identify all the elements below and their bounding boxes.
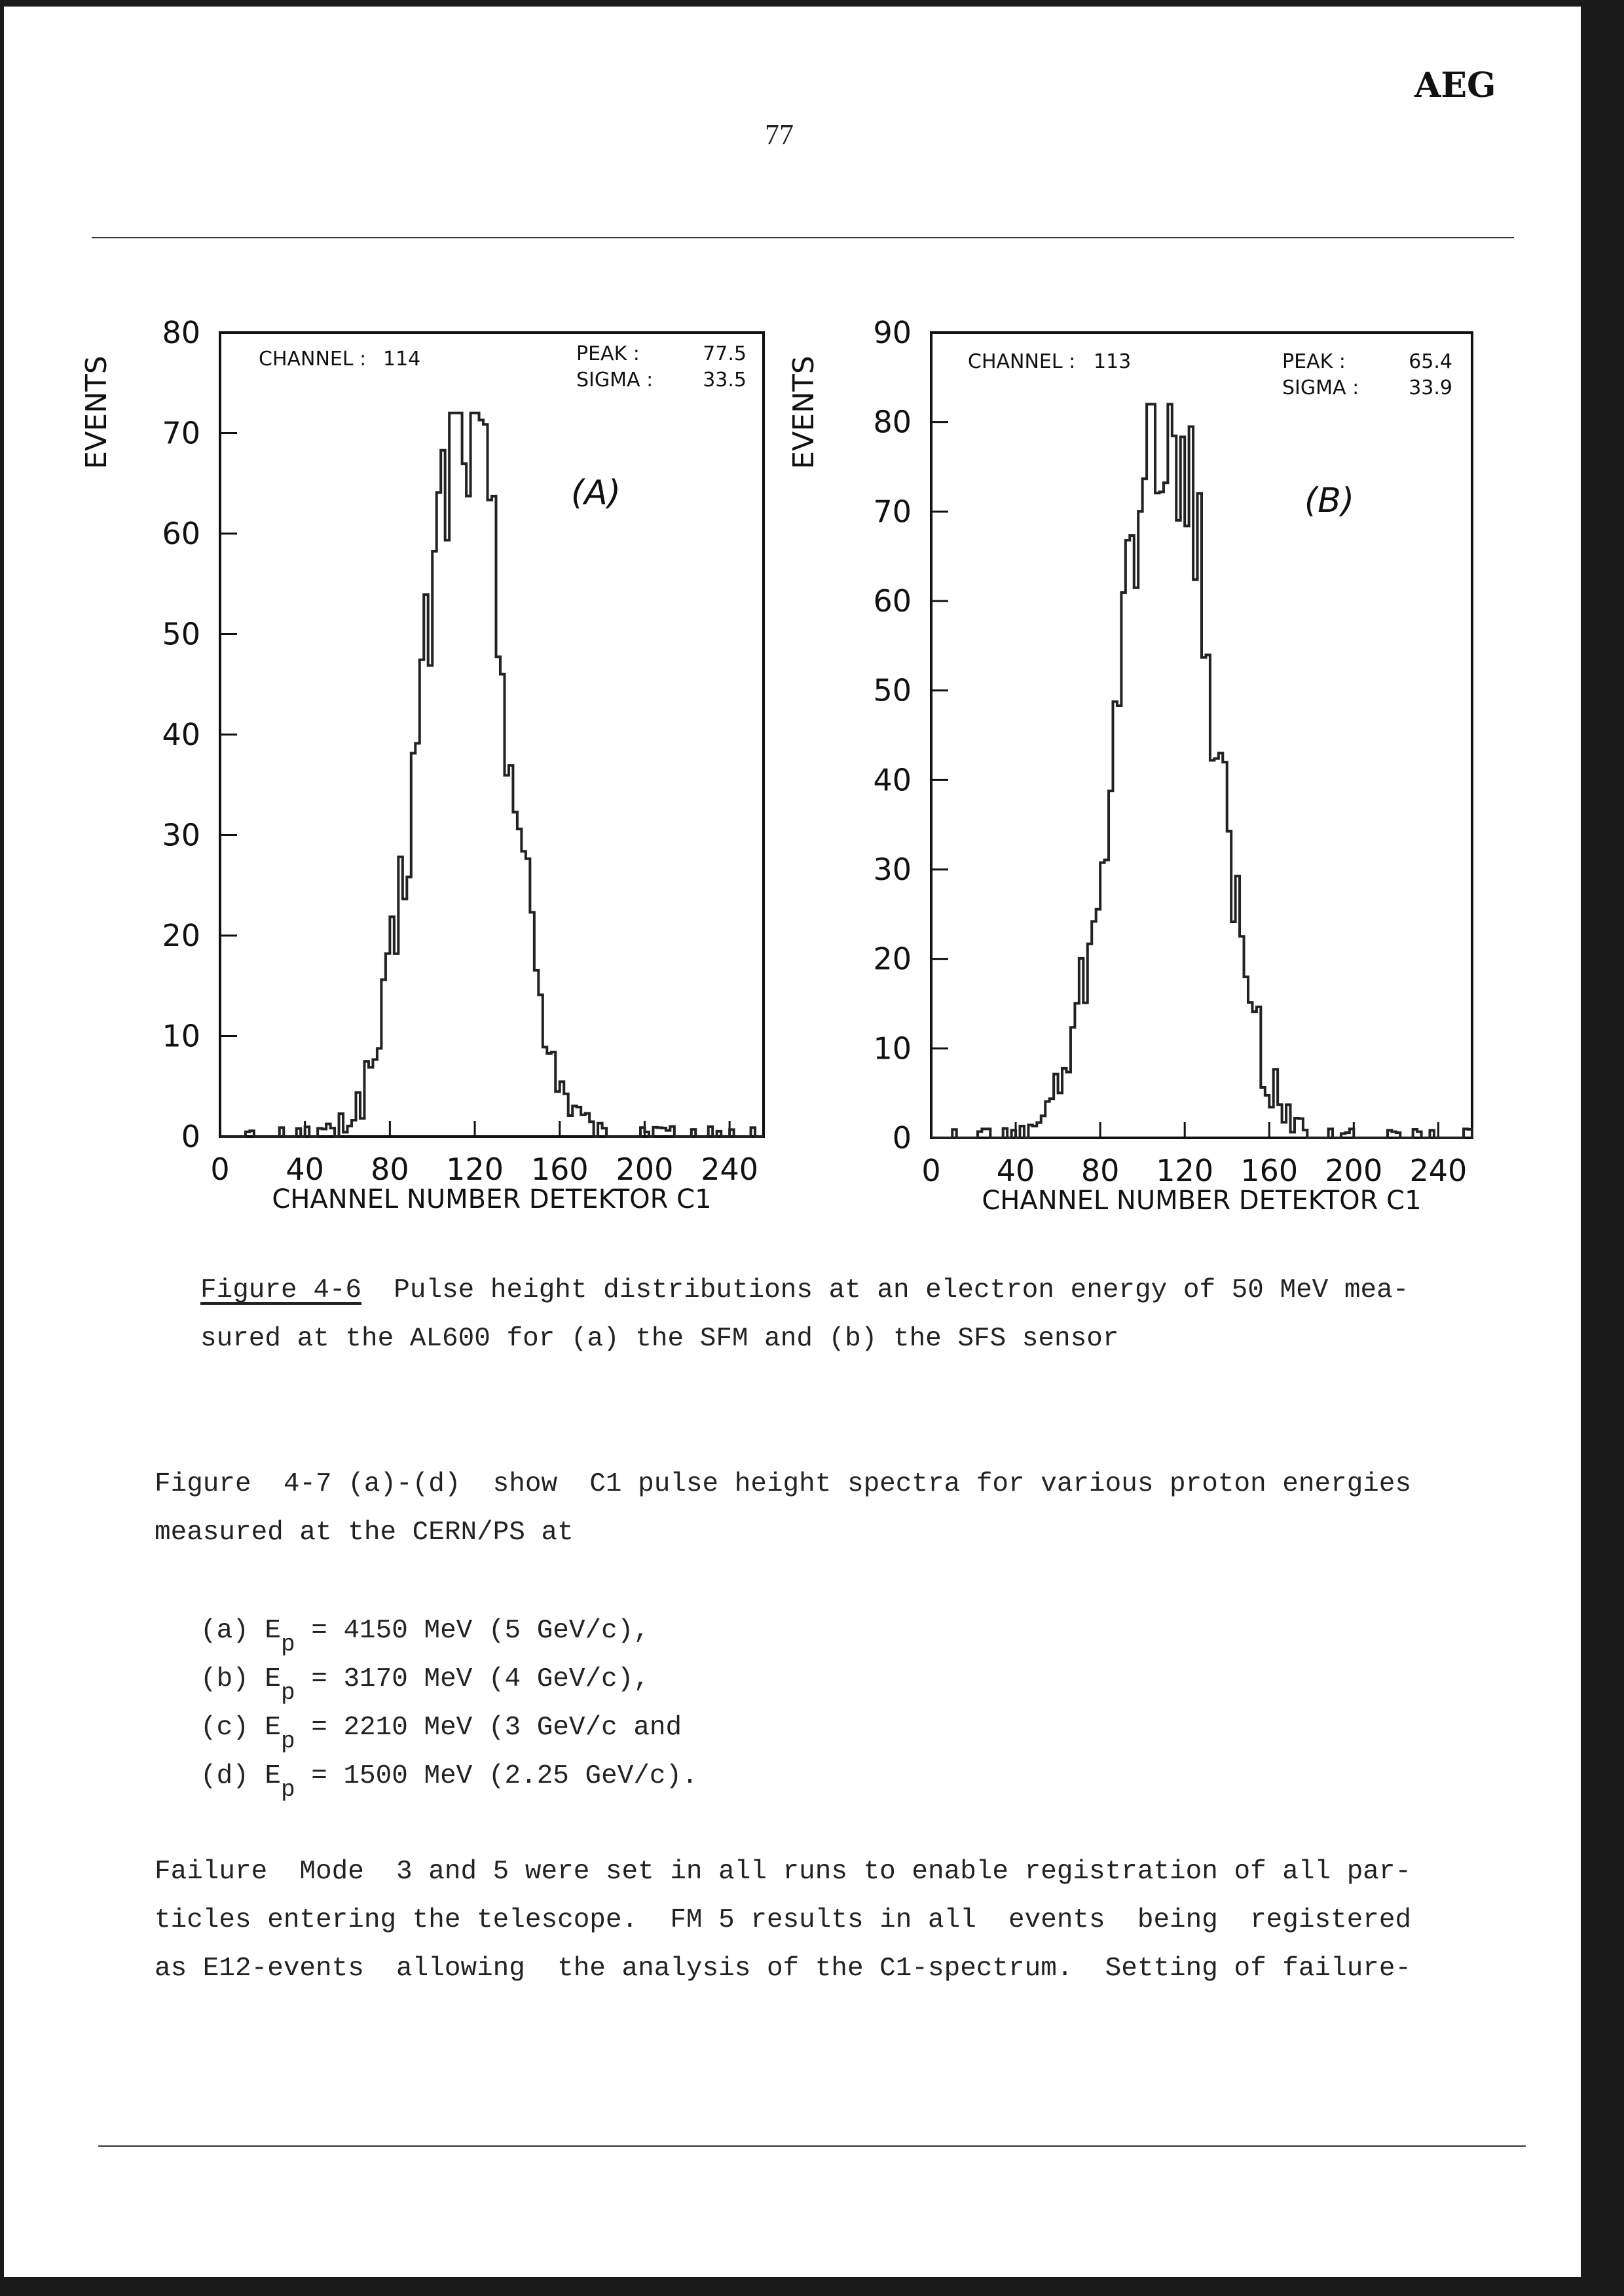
x-tick-label: 0 <box>921 1153 941 1188</box>
energy-prefix: (b) E <box>200 1664 282 1694</box>
x-axis-label: CHANNEL NUMBER DETEKTOR C1 <box>982 1186 1422 1216</box>
x-tick-label: 80 <box>1080 1153 1120 1188</box>
y-tick-label: 40 <box>873 762 912 798</box>
y-tick-label: 30 <box>873 852 912 887</box>
plot-frame <box>220 333 764 1137</box>
energy-item-a <box>200 1616 650 1658</box>
energy-value: = 2210 MeV (3 GeV/c and <box>295 1713 682 1743</box>
panel-label: (B) <box>1304 481 1355 520</box>
channel-label: CHANNEL : <box>259 348 367 371</box>
paragraph-2-line-2: ticles entering the telescope. FM 5 results in all events being registered <box>155 1905 1412 1935</box>
channel-value: 113 <box>1094 350 1132 373</box>
y-tick-label: 50 <box>873 672 912 708</box>
y-tick-label: 30 <box>162 817 200 853</box>
sigma-value: 33.5 <box>703 369 747 392</box>
sigma-value: 33.9 <box>1409 376 1452 399</box>
caption-text-1: Pulse height distributions at an electron energy of 50 MeV mea- <box>361 1275 1409 1305</box>
x-tick-label: 240 <box>1409 1153 1467 1188</box>
scan-border-bottom <box>0 2277 1624 2296</box>
histogram-line <box>220 413 764 1137</box>
x-tick-label: 40 <box>996 1153 1035 1188</box>
x-tick-label: 200 <box>1325 1153 1383 1188</box>
y-tick-label: 50 <box>162 616 200 652</box>
energy-subscript: p <box>281 1728 295 1755</box>
scan-border-left <box>0 0 4 2296</box>
energy-subscript: p <box>281 1631 295 1658</box>
x-tick-label: 120 <box>1156 1153 1214 1188</box>
energy-item-d <box>200 1761 698 1803</box>
energy-value: = 3170 MeV (4 GeV/c), <box>295 1664 650 1694</box>
y-tick-label: 70 <box>873 494 912 530</box>
panel-label: (A) <box>570 473 621 513</box>
peak-value: 65.4 <box>1409 350 1452 373</box>
plot-frame <box>931 333 1472 1138</box>
energy-value: = 1500 MeV (2.25 GeV/c). <box>295 1761 698 1791</box>
paragraph-2-line-1: Failure Mode 3 and 5 were set in all runs to enable registration of all par- <box>155 1857 1412 1887</box>
x-tick-label: 80 <box>371 1152 409 1187</box>
y-axis-label: EVENTS <box>80 355 113 469</box>
x-tick-label: 0 <box>210 1152 230 1187</box>
sigma-label: SIGMA : <box>576 369 654 392</box>
x-tick-label: 160 <box>530 1152 589 1187</box>
paragraph-2-line-3: as E12-events allowing the analysis of the C1-spectrum. Setting of failure- <box>155 1954 1412 1984</box>
sigma-label: SIGMA : <box>1282 376 1359 399</box>
y-axis-label: EVENTS <box>787 355 821 469</box>
energy-subscript: p <box>281 1679 295 1706</box>
aeg-logo: AEG <box>1414 65 1496 105</box>
x-tick-label: 160 <box>1240 1153 1299 1188</box>
x-tick-label: 40 <box>286 1152 324 1187</box>
scan-border-top <box>0 0 1624 7</box>
figure-caption-line-1 <box>200 1275 1409 1305</box>
y-tick-label: 0 <box>181 1119 200 1154</box>
footer-rule <box>98 2145 1526 2147</box>
histogram-chart-a <box>79 314 786 1231</box>
y-tick-label: 40 <box>162 717 200 752</box>
paragraph-1-line-1: Figure 4-7 (a)-(d) show C1 pulse height spectra for various proton energies <box>155 1469 1412 1499</box>
channel-value: 114 <box>383 348 421 371</box>
energy-prefix: (c) E <box>200 1713 282 1743</box>
peak-label: PEAK : <box>576 342 640 365</box>
y-tick-label: 60 <box>873 583 912 619</box>
scan-border-right <box>1581 0 1624 2296</box>
y-tick-label: 10 <box>162 1018 200 1054</box>
y-tick-label: 60 <box>162 516 200 551</box>
figure-label: Figure 4-6 <box>200 1275 362 1305</box>
page-number: 77 <box>765 118 794 151</box>
histogram-chart-b <box>786 314 1493 1231</box>
x-tick-label: 200 <box>616 1152 674 1187</box>
y-tick-label: 10 <box>873 1030 912 1066</box>
header-rule <box>92 237 1514 238</box>
histogram-line <box>931 404 1472 1138</box>
figure-caption-line-2: sured at the AL600 for (a) the SFM and (b) the SFS sensor <box>200 1324 1119 1354</box>
x-tick-label: 240 <box>701 1152 759 1187</box>
energy-prefix: (d) E <box>200 1761 282 1791</box>
y-tick-label: 90 <box>873 315 912 350</box>
y-tick-label: 20 <box>873 941 912 977</box>
y-tick-label: 80 <box>162 315 200 350</box>
x-tick-label: 120 <box>446 1152 504 1187</box>
y-tick-label: 70 <box>162 415 200 451</box>
peak-value: 77.5 <box>703 342 747 365</box>
x-axis-label: CHANNEL NUMBER DETEKTOR C1 <box>272 1184 712 1214</box>
energy-item-b <box>200 1664 650 1706</box>
y-tick-label: 80 <box>873 404 912 440</box>
energy-item-c <box>200 1713 682 1755</box>
energy-value: = 4150 MeV (5 GeV/c), <box>295 1616 650 1646</box>
paragraph-1-line-2: measured at the CERN/PS at <box>155 1518 574 1548</box>
y-tick-label: 0 <box>892 1120 912 1156</box>
peak-label: PEAK : <box>1282 350 1346 373</box>
y-tick-label: 20 <box>162 918 200 953</box>
energy-subscript: p <box>281 1776 295 1803</box>
energy-prefix: (a) E <box>200 1616 282 1646</box>
channel-label: CHANNEL : <box>968 350 1076 373</box>
